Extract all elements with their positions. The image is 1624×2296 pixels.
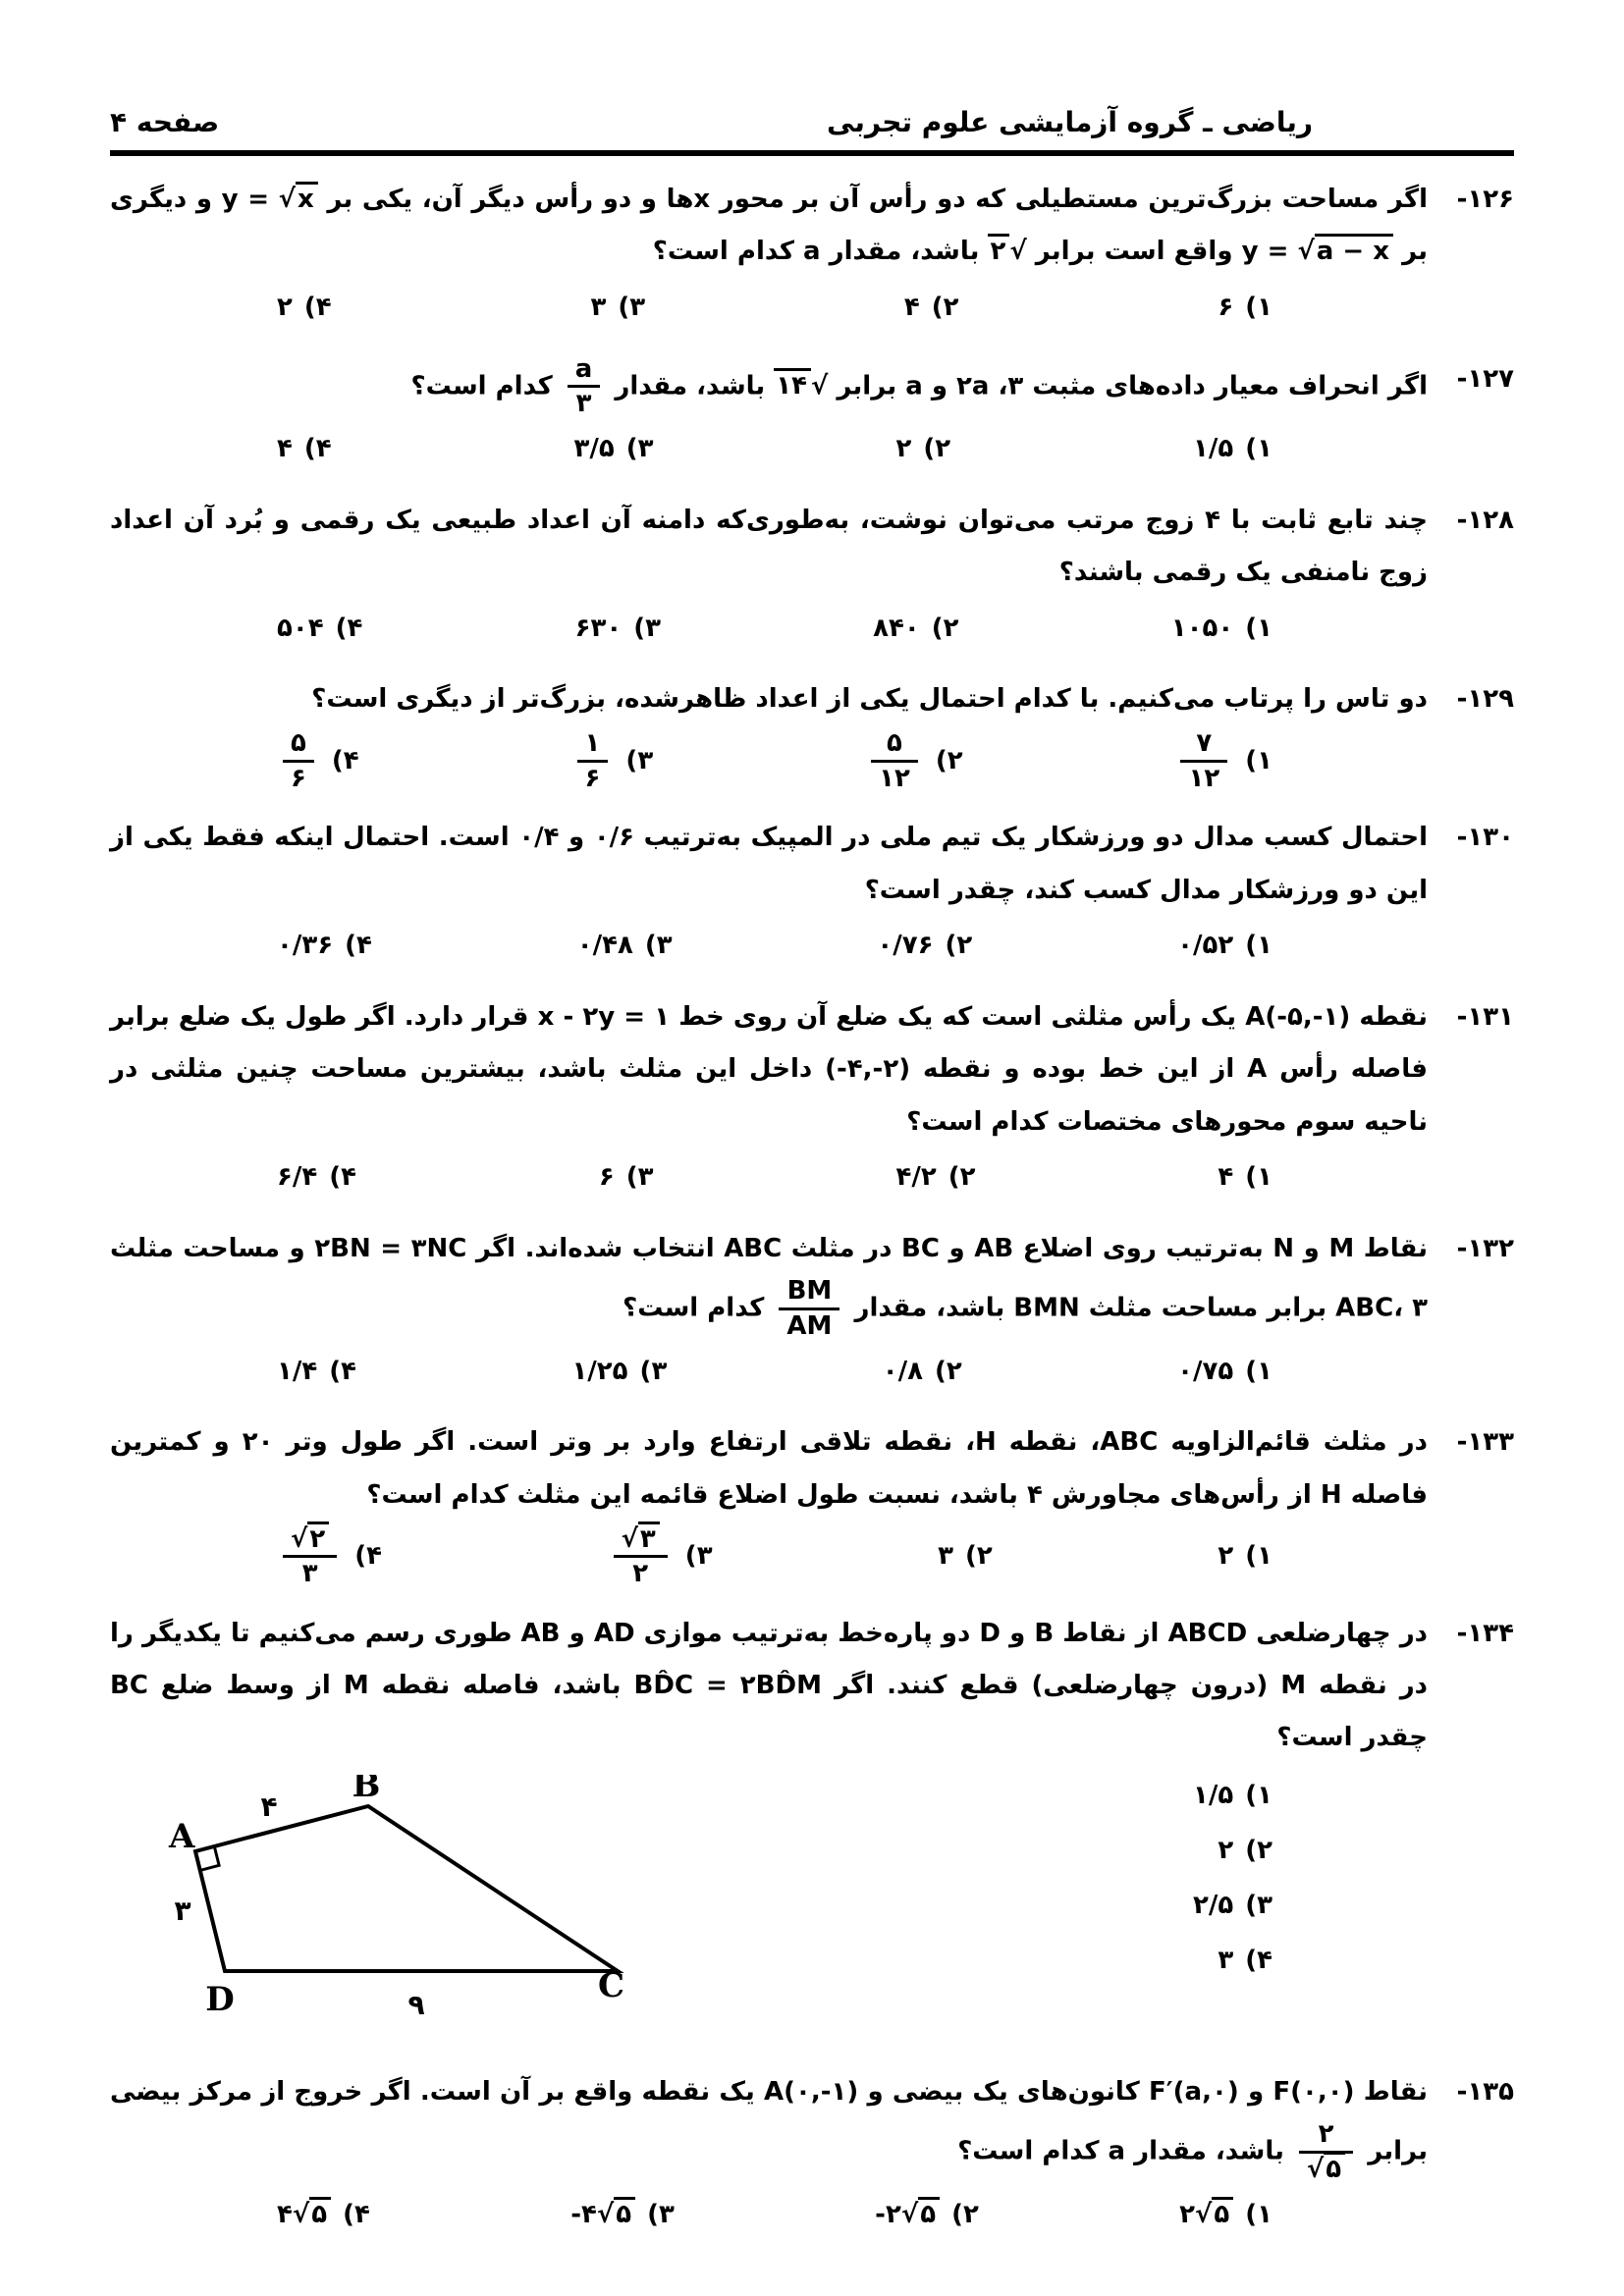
sqrt-expression: √۵ <box>1307 2152 1345 2184</box>
option-value: ۰/۷۶ <box>877 931 934 961</box>
sqrt-expression: √۵ <box>1195 2197 1233 2229</box>
fraction: $\frac{۷}{۱۲}$ <box>1180 727 1227 794</box>
option-4 <box>1193 1934 1272 1989</box>
math-part: y = <box>221 185 269 214</box>
option-1 <box>1177 1346 1272 1398</box>
option-label: ۲) <box>931 292 959 322</box>
page-number: صفحه ۴ <box>110 106 220 138</box>
options-row <box>110 599 1428 656</box>
option-value: ۰/۴۸ <box>576 931 633 961</box>
question-text <box>110 812 1428 917</box>
question-129 <box>110 673 1514 794</box>
option-value: ۱۰۵۰ <box>1170 613 1234 643</box>
option-value: ۲ <box>277 292 293 322</box>
options-row <box>110 1522 1428 1590</box>
option-label: ۳) <box>639 1356 668 1386</box>
option-value: ۶ <box>1218 292 1234 322</box>
option-3 <box>571 727 654 794</box>
question-text-part: اگر مساحت بزرگ‌ترین مستطیلی که دو رأس آن بر محور x‌ها و دو رأس دیگر آن، یکی بر <box>327 185 1429 214</box>
sqrt-expression: √۱۴ <box>774 368 828 400</box>
sqrt-expression: √a − x <box>1297 234 1393 266</box>
question-text-part: چند تابع ثابت با ۴ زوج مرتب می‌توان نوشت، به‌طوری‌که دامنه آن اعداد طبیعی یک رقمی و بُرد آن اعداد زوج نامنفی یک رقمی باشند؟ <box>110 505 1428 587</box>
radical-icon: √ <box>596 2199 615 2229</box>
math-expression: A(۰,-۱) <box>763 2077 859 2108</box>
option-3 <box>590 282 645 334</box>
option-3 <box>571 1346 667 1398</box>
option-value: ۶ <box>598 1162 615 1193</box>
option-value: -۲√۵ <box>875 2189 940 2241</box>
option-label: ۴) <box>354 1541 382 1572</box>
question-number: ۱۳۴- <box>1456 1618 1514 1648</box>
option-4 <box>277 423 332 475</box>
radical-icon: √ <box>1306 2154 1325 2184</box>
options-row <box>110 917 1428 974</box>
option-2 <box>938 1530 993 1582</box>
question-128 <box>110 495 1514 657</box>
question-number: ۱۲۶- <box>1456 185 1514 214</box>
option-label: ۱) <box>1245 931 1272 961</box>
option-value: ۲ <box>1218 1541 1234 1572</box>
question-text <box>110 174 1428 279</box>
option-label: ۳) <box>625 433 654 463</box>
math-expression: (-۴,-۲) <box>825 1054 911 1085</box>
side-label-dc: ۹ <box>407 1988 425 2021</box>
question-text-part: قرار دارد. اگر طول یک ضلع برابر فاصله رأس A از این خط بوده و نقطه <box>110 1002 1428 1085</box>
question-text <box>110 495 1428 600</box>
question-number: ۱۳۲- <box>1456 1233 1514 1263</box>
option-label: ۳) <box>618 292 646 322</box>
question-text-part: باشد، فاصله نقطه M از وسط ضلع BC چقدر است؟ <box>110 1671 1428 1753</box>
option-1 <box>1177 920 1272 972</box>
option-1 <box>1218 282 1272 334</box>
option-label: ۳) <box>625 745 654 775</box>
question-number: ۱۲۷- <box>1456 363 1514 394</box>
option-value: ۴√۵ <box>277 2189 331 2241</box>
option-value: ۶۳۰ <box>574 613 623 643</box>
math-expression: F′(a,۰) <box>1149 2077 1239 2108</box>
option-label: ۴) <box>303 433 332 463</box>
option-label: ۱) <box>1245 292 1272 322</box>
question-text-part: نقاط M و N به‌ترتیب روی اضلاع AB و BC در مثلث ABC انتخاب شده‌اند. اگر <box>475 1233 1428 1263</box>
fraction: $\frac{۱}{۶}$ <box>577 727 609 794</box>
sqrt-expression: √۵ <box>901 2197 940 2229</box>
option-label: ۴) <box>329 1356 357 1386</box>
option-label: ۲) <box>965 1541 993 1572</box>
option-4 <box>277 920 372 972</box>
quadrilateral-figure <box>122 1775 652 2049</box>
option-value: ۴ <box>1218 1162 1234 1193</box>
side-label-ad: ۳ <box>174 1894 191 1927</box>
option-label: ۳) <box>625 1162 654 1193</box>
question-text-part: کدام است؟ <box>623 1293 765 1323</box>
options-column <box>1193 1769 1272 1989</box>
question-text <box>110 1416 1428 1522</box>
option-1 <box>1193 423 1272 475</box>
sqrt-expression: √۲ <box>291 1522 329 1554</box>
option-value: ۱/۵ <box>1193 1781 1234 1811</box>
option-4 <box>277 1151 356 1203</box>
vertex-label-b: B <box>352 1774 381 1805</box>
option-4 <box>277 2189 370 2241</box>
option-label: ۲) <box>951 2199 979 2229</box>
question-text-part: یک نقطه واقع بر آن است. اگر خروج از مرکز بیضی برابر <box>110 2077 1428 2166</box>
option-label: ۱) <box>1245 1541 1272 1572</box>
fraction: $\frac{BM}{AM}$ <box>779 1275 839 1342</box>
question-127 <box>110 353 1514 477</box>
math-expression <box>222 182 318 214</box>
option-label: ۴) <box>345 931 372 961</box>
radical-icon: √ <box>1195 2199 1213 2229</box>
quadrilateral-outline <box>195 1806 618 1971</box>
options-row <box>110 1342 1428 1399</box>
option-value: ۴ <box>903 292 920 322</box>
option-value: ۴/۲ <box>895 1162 937 1193</box>
option-label: ۲) <box>947 1162 976 1193</box>
option-label: ۲) <box>945 931 973 961</box>
option-value: -۴√۵ <box>570 2189 635 2241</box>
option-label: ۲) <box>934 1356 962 1386</box>
option-value: ۳ <box>1218 1946 1234 1976</box>
radical-icon: √ <box>1009 237 1027 267</box>
option-2 <box>1193 1824 1272 1879</box>
option-label: ۱) <box>1245 2199 1272 2229</box>
option-label: ۲) <box>935 745 963 775</box>
option-label: ۳) <box>633 613 661 643</box>
option-1 <box>1218 1151 1272 1203</box>
option-2 <box>877 920 972 972</box>
option-value: ۰/۸ <box>882 1356 923 1386</box>
question-130 <box>110 812 1514 974</box>
question-text-part: داخل این مثلث باشد، بیشترین مساحت چنین مثلثی در ناحیه سوم محورهای مختصات کدام است؟ <box>110 1054 1428 1137</box>
question-number: ۱۲۹- <box>1456 684 1514 715</box>
option-label: ۳) <box>644 931 673 961</box>
question-text-part: و <box>1247 2077 1265 2108</box>
options-row <box>110 279 1428 336</box>
option-label: ۱) <box>1245 1162 1272 1193</box>
question-text-part: باشد، مقدار a کدام است؟ <box>652 237 980 267</box>
fraction: $\frac{۵}{۶}$ <box>283 727 314 794</box>
option-2 <box>895 1151 975 1203</box>
option-label: ۲) <box>923 433 951 463</box>
question-134 <box>110 1608 1514 2049</box>
question-text <box>110 2066 1428 2185</box>
question-number: ۱۳۱- <box>1456 1002 1514 1033</box>
radical-icon: √ <box>810 371 829 401</box>
option-4 <box>277 1523 382 1590</box>
option-label: ۲) <box>931 613 959 643</box>
option-label: ۴) <box>1245 1946 1272 1976</box>
fraction: $\frac{۵}{۱۲}$ <box>871 727 918 794</box>
option-label: ۳) <box>647 2199 675 2229</box>
option-value: ۳/۵ <box>573 433 615 463</box>
option-value: ۱/۴ <box>277 1356 318 1386</box>
sqrt-expression: √۵ <box>293 2197 331 2229</box>
option-2 <box>895 423 950 475</box>
math-part: y = <box>1241 237 1289 267</box>
question-133 <box>110 1416 1514 1590</box>
divider-rule <box>110 150 1514 156</box>
question-text-part: در مثلث قائم‌الزاویه ABC، نقطه H، نقطه تلاقی ارتفاع وارد بر وتر است. اگر طول وتر ۲۰ و کمترین فاصله H از رأس‌های مجاورش ۴ باشد، نسبت طول اضلاع قائمه این مثلث کدام است؟ <box>110 1427 1428 1510</box>
options-row <box>110 420 1428 477</box>
option-value: ۳ <box>938 1541 954 1572</box>
question-135 <box>110 2066 1514 2242</box>
option-4 <box>277 282 332 334</box>
question-131 <box>110 991 1514 1205</box>
option-label: ۴) <box>343 2199 370 2229</box>
question-number: ۱۳۰- <box>1456 823 1514 853</box>
option-label: ۲) <box>1245 1836 1272 1866</box>
option-label: ۱) <box>1245 1781 1272 1811</box>
option-value: ۰/۷۵ <box>1177 1356 1234 1386</box>
sqrt-expression: √۵ <box>597 2197 635 2229</box>
option-value: ۲ <box>1218 1836 1234 1866</box>
option-1 <box>1174 727 1272 794</box>
option-value: ۸۴۰ <box>873 613 920 643</box>
radical-icon: √ <box>621 1523 638 1554</box>
question-134-body <box>110 1769 1428 2049</box>
sqrt-expression: √۳ <box>622 1522 660 1554</box>
math-expression: F(۰,۰) <box>1272 2077 1355 2108</box>
sqrt-expression: √x <box>279 182 318 214</box>
option-3 <box>1193 1879 1272 1934</box>
question-text <box>110 1608 1428 1765</box>
fraction: $\frac{a}{۳}$ <box>568 353 601 420</box>
radical-icon: √ <box>1297 237 1315 267</box>
fraction: $\frac{√۲}{۳}$ <box>283 1523 337 1590</box>
question-text-part: نقاط <box>1363 2077 1428 2108</box>
option-3 <box>570 2189 675 2241</box>
option-value: ۲ <box>895 433 912 463</box>
option-label: ۴) <box>329 1162 356 1193</box>
question-number: ۱۳۳- <box>1456 1427 1514 1458</box>
option-value: ۱/۲۵ <box>571 1356 628 1386</box>
options-row <box>110 725 1428 794</box>
question-text-part: واقع است برابر <box>1035 237 1233 267</box>
option-1 <box>1218 1530 1272 1582</box>
option-2 <box>873 603 958 655</box>
vertex-label-a: A <box>169 1816 195 1856</box>
options-row <box>110 1148 1428 1205</box>
option-label: ۳) <box>684 1541 713 1572</box>
side-label-ab: ۴ <box>260 1789 278 1823</box>
option-3 <box>575 603 661 655</box>
radical-icon: √ <box>292 2199 310 2229</box>
question-text-part: و دیگری بر <box>110 185 1428 267</box>
option-2 <box>865 727 963 794</box>
page-header <box>110 106 1514 138</box>
question-text <box>110 1223 1428 1342</box>
math-expression: ۲BN = ۳NC <box>314 1233 467 1263</box>
math-expression: x - ۲y = ۱ <box>537 1002 671 1033</box>
option-label: ۱) <box>1245 613 1272 643</box>
option-label: ۴) <box>331 745 359 775</box>
option-4 <box>277 603 362 655</box>
option-2 <box>875 2189 979 2241</box>
option-label: ۱) <box>1245 433 1272 463</box>
question-text <box>110 673 1428 725</box>
question-text <box>110 991 1428 1148</box>
option-3 <box>599 1151 654 1203</box>
option-3 <box>608 1523 713 1590</box>
vertex-label-c: C <box>597 1965 624 2005</box>
option-3 <box>574 423 654 475</box>
math-expression: BD̂C = ۲BD̂M <box>633 1671 822 1701</box>
option-value: ۰/۳۶ <box>277 931 334 961</box>
option-value: ۰/۵۲ <box>1177 931 1234 961</box>
option-label: ۱) <box>1245 1356 1272 1386</box>
option-4 <box>277 1346 356 1398</box>
option-3 <box>577 920 673 972</box>
option-2 <box>904 282 959 334</box>
question-text-part: کانون‌های یک بیضی و <box>867 2077 1140 2108</box>
question-text-part: احتمال کسب مدال دو ورزشکار یک تیم ملی در المپیک به‌ترتیب ۰/۶ و ۰/۴ است. احتمال اینکه فقط یکی از این دو ورزشکار مدال کسب کند، چقدر است؟ <box>110 823 1429 905</box>
question-text <box>110 353 1428 420</box>
option-label: ۳) <box>1245 1891 1272 1921</box>
option-1 <box>1193 1769 1272 1824</box>
math-expression: A(-۵,-۱) <box>1245 1002 1351 1033</box>
question-text-part: و a برابر <box>837 371 947 401</box>
option-label: ۴) <box>335 613 363 643</box>
question-text-part: کدام است؟ <box>410 371 553 401</box>
question-text-part: دو تاس را پرتاب می‌کنیم. با کدام احتمال یکی از اعداد ظاهرشده، بزرگ‌تر از دیگری است؟ <box>311 684 1428 715</box>
option-value: ۱/۵ <box>1193 433 1234 463</box>
options-row <box>110 2185 1428 2242</box>
option-label: ۱) <box>1245 745 1272 775</box>
option-value: ۴ <box>277 433 293 463</box>
question-132 <box>110 1223 1514 1399</box>
option-value: ۵۰۴ <box>277 613 324 643</box>
fraction: $\frac{۲}{√۵}$ <box>1299 2118 1353 2185</box>
question-number: ۱۳۵- <box>1456 2077 1514 2108</box>
option-2 <box>883 1346 962 1398</box>
question-126 <box>110 174 1514 336</box>
math-expression <box>1242 234 1393 266</box>
radical-icon: √ <box>278 185 296 214</box>
question-text-part: باشد، مقدار <box>615 371 766 401</box>
sqrt-expression: √۲ <box>988 234 1026 266</box>
question-text-part: یک رأس مثلثی است که یک ضلع آن روی خط <box>678 1002 1237 1033</box>
radical-icon: √ <box>291 1523 308 1554</box>
option-value: ۳ <box>590 292 607 322</box>
question-text-part: اگر انحراف معیار داده‌های مثبت ۳، <box>998 371 1428 401</box>
radical-icon: √ <box>900 2199 919 2229</box>
question-text-part: نقطه <box>1359 1002 1428 1033</box>
question-text-part: باشد، مقدار a کدام است؟ <box>957 2136 1284 2166</box>
question-text-part: و مساحت مثلث ABC، ۳ برابر مساحت مثلث BMN باشد، مقدار <box>110 1233 1428 1323</box>
option-4 <box>277 727 359 794</box>
header-title: ریاضی ـ گروه آزمایشی علوم تجربی <box>827 106 1313 138</box>
question-text-part: در چهارضلعی ABCD از نقاط B و D دو پاره‌خط به‌ترتیب موازی AD و AB طوری رسم می‌کنیم تا یکدیگر را در نقطه M (درون چهارضلعی) قطع کنند. اگر <box>110 1618 1429 1701</box>
vertex-label-d: D <box>205 1979 235 2019</box>
option-value: ۲√۵ <box>1179 2189 1233 2241</box>
option-value: ۲/۵ <box>1193 1891 1234 1921</box>
fraction: $\frac{√۳}{۲}$ <box>614 1523 668 1590</box>
option-1 <box>1179 2189 1272 2241</box>
option-1 <box>1171 603 1272 655</box>
option-label: ۴) <box>303 292 332 322</box>
question-number: ۱۲۸- <box>1456 505 1514 535</box>
math-expression: ۲a <box>956 371 990 401</box>
option-value: ۶/۴ <box>277 1162 318 1193</box>
